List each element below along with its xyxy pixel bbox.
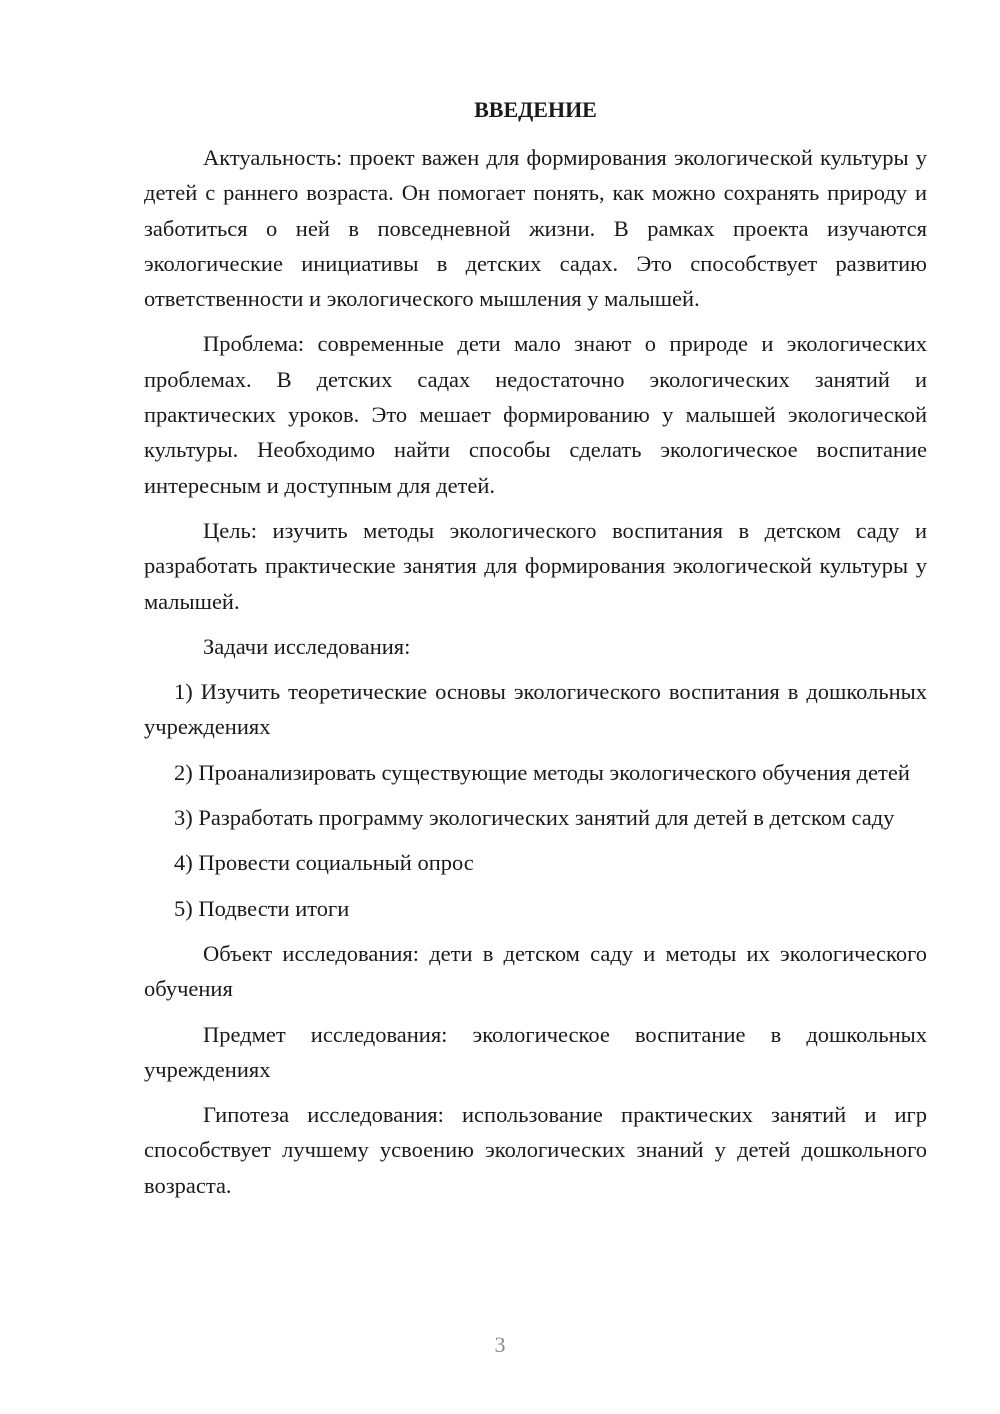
goal-paragraph: Цель: изучить методы экологического воспитания в детском саду и разработать практические занятия для формирования экологической культуры у малышей. xyxy=(144,517,927,614)
page-title: ВВЕДЕНИЕ xyxy=(474,97,597,122)
tasks-heading: Задачи исследования: xyxy=(203,633,411,659)
list-item: 3) Разработать программу экологических занятий для детей в детском саду xyxy=(174,805,895,831)
subject-paragraph: Предмет исследования: экологическое воспитание в дошкольных учреждениях xyxy=(144,1021,927,1082)
page-number: 3 xyxy=(494,1332,506,1357)
problem-paragraph: Проблема: современные дети мало знают о природе и экологических проблемах. В детских садах недостаточно экологических занятий и практических уроков. Это мешает формированию у малышей экологической культуры. Необходимо найти способы сделать экологическое воспитание интересным и доступным для детей. xyxy=(144,331,927,498)
tasks-list xyxy=(144,674,927,926)
list-item: 2) Проанализировать существующие методы экологического обучения детей xyxy=(174,759,910,785)
list-item: 5) Подвести итоги xyxy=(174,895,350,921)
hypothesis-paragraph: Гипотеза исследования: использование практических занятий и игр способствует лучшему усвоению экологических знаний у детей дошкольного возраста. xyxy=(144,1102,927,1198)
list-item: 1) Изучить теоретические основы экологического воспитания в дошкольных учреждениях xyxy=(144,679,927,740)
list-item: 4) Провести социальный опрос xyxy=(174,850,474,876)
object-paragraph: Объект исследования: дети в детском саду и методы их экологического обучения xyxy=(144,940,927,1002)
relevance-paragraph: Актуальность: проект важен для формирования экологической культуры у детей с раннего возраста. Он помогает понять, как можно сохранять природу и заботиться о ней в повседневной жизни. В рамках проекта изучаются экологические инициативы в детских садах. Это способствует развитию ответственности и экологического мышления у малышей. xyxy=(144,145,927,312)
document-page xyxy=(144,95,927,1213)
